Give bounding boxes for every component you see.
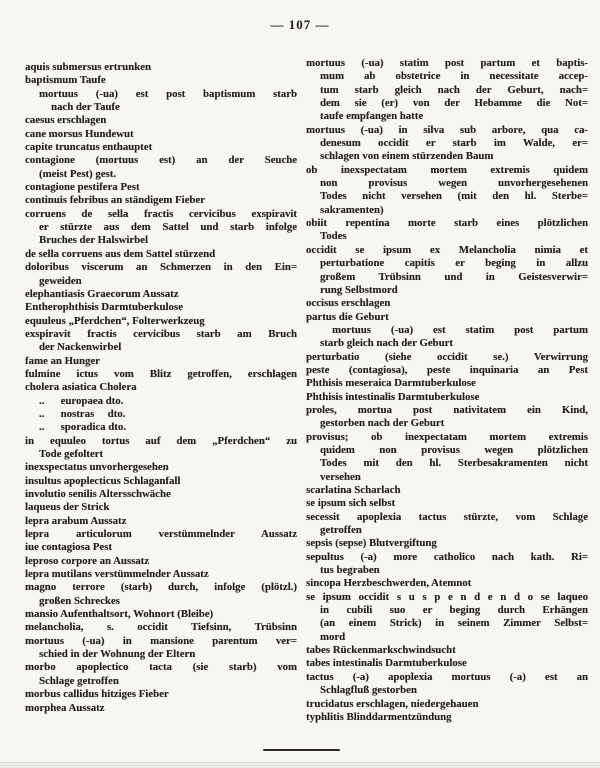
entry-line: ob inexspectatam mortem extremis quidem xyxy=(306,163,588,176)
entry-line: secessit apoplexia tactus stürzte, vom Schlage xyxy=(306,510,588,523)
entry-line: se ipsum sich selbst xyxy=(306,497,396,510)
entry-line: mortuus (-ua) est post baptismum starb xyxy=(39,87,297,100)
entry-line: peste (contagiosa), peste inquinaria an Pest xyxy=(306,363,588,376)
entry-line: mansio Aufenthaltsort, Wohnort (Bleibe) xyxy=(25,608,214,621)
entry-line: typhlitis Blinddarmentzündung xyxy=(306,710,452,723)
entry-line: mum ab obstetrice in necessitate accep- xyxy=(320,70,588,83)
entry-line: Bruches der Halswirbel xyxy=(39,234,148,247)
entry-line: Tode gefoltert xyxy=(39,447,104,460)
entry-line: tactus (-a) apoplexia mortuus (-a) est an xyxy=(306,670,588,683)
entry-line: leproso corpore an Aussatz xyxy=(25,554,150,567)
entry-line: mord xyxy=(320,630,346,643)
entry-line: cholera asiatica Cholera xyxy=(25,381,137,394)
entry-line: occisus erschlagen xyxy=(306,297,391,310)
entry-line: trucidatus erschlagen, niedergehauen xyxy=(306,697,479,710)
dictionary-column-left xyxy=(25,61,297,715)
entry-line: perturbatio (siehe occidit se.) Verwirrung xyxy=(306,350,588,363)
entry-line: großen Schreckes xyxy=(39,594,120,607)
entry-line: tus begraben xyxy=(320,564,380,577)
entry-line: insultus apoplecticus Schlaganfall xyxy=(25,474,181,487)
entry-line: Todes nicht versehen (mit den hl. Sterbe= xyxy=(320,190,588,203)
entry-line: morbus callidus hitziges Fieber xyxy=(25,688,169,701)
entry-line: mortuus (-ua) in mansione parentum ver= xyxy=(25,634,297,647)
entry-line: Entherophthisis Darmtuberkulose xyxy=(25,301,183,314)
entry-line: (meist Pest) gest. xyxy=(39,167,117,180)
entry-line: .. nostras dto. xyxy=(39,407,126,420)
entry-line: contagione (mortuus est) an der Seuche xyxy=(25,154,297,167)
entry-line: involutio senilis Altersschwäche xyxy=(25,488,171,500)
entry-line: se ipsum occidit s u s p e n d e n d o se laqueo xyxy=(306,590,588,603)
entry-line: sepsis (sepse) Blutvergiftung xyxy=(306,537,437,550)
entry-line: Phthisis intestinalis Darmtuberkulose xyxy=(306,390,480,403)
entry-line: de sella corruens aus dem Sattel stürzend xyxy=(25,247,216,260)
entry-line: sincopa Herzbeschwerden, Atemnot xyxy=(306,577,472,590)
entry-line: der Nackenwirbel xyxy=(39,341,122,354)
entry-line: mortuus (-ua) est statim post partum xyxy=(332,323,588,336)
entry-line: cane morsus Hundewut xyxy=(25,127,134,140)
footer-rule xyxy=(263,749,340,751)
entry-line: partus die Geburt xyxy=(306,310,389,323)
entry-line: capite truncatus enthauptet xyxy=(25,141,153,154)
entry-line: Todes mit den hl. Sterbesakramenten nicht xyxy=(320,457,588,470)
entry-line: scarlatina Scharlach xyxy=(306,484,401,496)
entry-line: tum starb gleich nach der Geburt, nach= xyxy=(320,83,588,96)
entry-line: dem sie (er) von der Hebamme die Not= xyxy=(320,97,588,110)
entry-line: Todes xyxy=(320,230,347,243)
entry-line: non provisus wegen unvorhergesehenen xyxy=(320,177,588,190)
entry-line: sakramenten) xyxy=(320,203,384,216)
entry-line: nach der Taufe xyxy=(51,101,120,114)
entry-line: melancholia, s. occidit Tiefsinn, Trübsinn xyxy=(25,621,297,634)
dictionary-column-right xyxy=(306,57,588,724)
entry-line: tabes intestinalis Darmtuberkulose xyxy=(306,657,467,670)
entry-line: caesus erschlagen xyxy=(25,114,107,127)
entry-line: getroffen xyxy=(320,524,362,537)
entry-line: tabes Rückenmarkschwindsucht xyxy=(306,644,456,657)
entry-line: obiit repentina morte starb eines plötzlichen xyxy=(306,217,588,230)
entry-line: doloribus viscerum an Schmerzen in den Ein= xyxy=(25,261,297,274)
entry-line: versehen xyxy=(320,470,361,483)
entry-line: aquis submersus ertrunken xyxy=(25,61,151,73)
entry-line: .. europaea dto. xyxy=(39,394,124,407)
entry-line: gestorben nach der Geburt xyxy=(320,417,445,430)
entry-line: mortuus (-ua) in silva sub arbore, qua ca- xyxy=(306,123,588,136)
entry-line: denesum occidit er starb im Walde, er= xyxy=(320,137,588,150)
entry-line: in cubili suo er beging durch Erhängen xyxy=(320,604,588,617)
entry-line: contagione pestifera Pest xyxy=(25,181,140,194)
entry-line: .. sporadica dto. xyxy=(39,421,126,434)
entry-line: lepra arabum Aussatz xyxy=(25,514,127,527)
entry-line: occidit se ipsum ex Melancholia nimia et xyxy=(306,243,588,256)
entry-line: großem Trübsinn und in Geistesverwir= xyxy=(320,270,588,283)
entry-line: rung Selbstmord xyxy=(320,283,398,296)
entry-line: baptismum Taufe xyxy=(25,74,106,87)
entry-line: morphea Aussatz xyxy=(25,701,105,714)
entry-line: laqueus der Strick xyxy=(25,501,110,514)
entry-line: lepra articulorum verstümmelnder Aussatz xyxy=(25,528,297,541)
entry-line: lepra mutilans verstümmelnder Aussatz xyxy=(25,568,209,581)
page-number: — 107 — xyxy=(270,17,330,32)
entry-line: iue contagiosa Pest xyxy=(25,541,112,554)
entry-line: in equuleo tortus auf dem „Pferdchen“ zu xyxy=(25,434,297,447)
entry-line: Phthisis meseraica Darmtuberkulose xyxy=(306,377,476,390)
entry-line: provisus; ob inexpectatam mortem extremis xyxy=(306,430,588,443)
entry-line: equuleus „Pferdchen“, Folterwerkzeug xyxy=(25,314,205,327)
entry-line: taufe empfangen hatte xyxy=(320,110,424,123)
scan-edge xyxy=(0,762,600,768)
entry-line: Schlage getroffen xyxy=(39,674,119,687)
entry-line: fame an Hunger xyxy=(25,354,100,367)
entry-line: starb gleich nach der Geburt xyxy=(320,337,453,350)
entry-line: er stürzte aus dem Sattel und starb infolge xyxy=(39,221,297,234)
entry-line: mortuus (-ua) statim post partum et baptis- xyxy=(306,57,588,69)
entry-line: elephantiasis Graecorum Aussatz xyxy=(25,287,179,300)
entry-line: quidem non provisus wegen plötzlichen xyxy=(320,443,588,456)
entry-line: geweiden xyxy=(39,274,82,287)
entry-line: continuis febribus an ständigem Fieber xyxy=(25,194,205,207)
entry-line: inexspectatus unvorhergesehen xyxy=(25,461,169,474)
entry-line: proles, mortua post nativitatem ein Kind, xyxy=(306,403,588,416)
entry-line: sepultus (-a) more catholico nach kath. Ri= xyxy=(306,550,588,563)
entry-line: Schlagfluß gestorben xyxy=(320,684,417,697)
entry-line: (an einem Strick) in seinem Zimmer Selbst= xyxy=(320,617,588,630)
entry-line: perturbatione capitis er beging in allzu xyxy=(320,257,588,270)
entry-line: exspiravit fractis cervicibus starb am Bruch xyxy=(25,327,297,340)
entry-line: magno terrore (starb) durch, infolge (plötzl.) xyxy=(25,581,297,594)
entry-line: corruens de sella fractis cervicibus exspiravit xyxy=(25,207,297,220)
entry-line: morbo apoplectico tacta (sie starb) vom xyxy=(25,661,297,674)
entry-line: schied in der Wohnung der Eltern xyxy=(39,648,196,661)
entry-line: schlagen von einem stürzenden Baum xyxy=(320,150,494,163)
entry-line: fulmine ictus vom Blitz getroffen, erschlagen xyxy=(25,367,297,380)
